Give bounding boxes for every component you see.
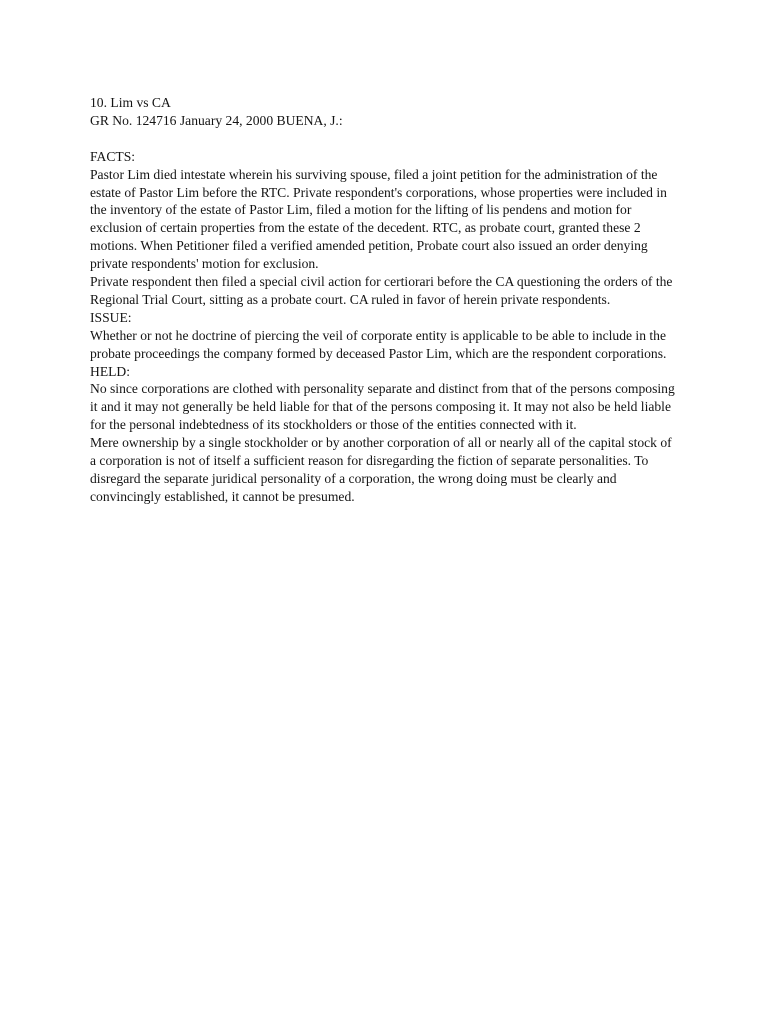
blank-line bbox=[90, 130, 680, 148]
issue-paragraph: Whether or not he doctrine of piercing the veil of corporate entity is applicable to be able to include in the probate proceedings the company formed by deceased Pastor Lim, which are the respondent corporations. bbox=[90, 327, 667, 361]
held-heading: HELD: bbox=[90, 363, 131, 379]
facts-paragraph: Private respondent then filed a special civil action for certiorari before the CA questioning the orders of the Regional Trial Court, sitting as a probate court. CA ruled in favor of herein private respondents. bbox=[90, 274, 673, 307]
document-page bbox=[90, 94, 680, 506]
case-citation: GR No. 124716 January 24, 2000 BUENA, J.: bbox=[90, 112, 343, 128]
facts-heading: FACTS: bbox=[90, 148, 136, 164]
case-title: 10. Lim vs CA bbox=[90, 95, 171, 110]
held-paragraph: Mere ownership by a single stockholder or by another corporation of all or nearly all of the capital stock of a corporation is not of itself a sufficient reason for disregarding the fiction of separate personalities. To disregard the separate juridical personality of a corporation, the wrong doing must be clearly and convincingly established, it cannot be presumed. bbox=[90, 435, 672, 504]
held-paragraph: No since corporations are clothed with personality separate and distinct from that of the persons composing it and it may not generally be held liable for that of the persons composing it. It may not also be held liable for the personal indebtedness of its stockholders or those of the entities connected with it. bbox=[90, 381, 675, 433]
issue-heading: ISSUE: bbox=[90, 309, 132, 325]
facts-paragraph: Pastor Lim died intestate wherein his surviving spouse, filed a joint petition for the administration of the estate of Pastor Lim before the RTC. Private respondent's corporations, whose properties were included in the inventory of the estate of Pastor Lim, filed a motion for the lifting of lis pendens and motion for exclusion of certain properties from the estate of the decedent. RTC, as probate court, granted these 2 motions. When Petitioner filed a verified amended petition, Probate court also issued an order denying private respondents' motion for exclusion. bbox=[90, 166, 667, 272]
